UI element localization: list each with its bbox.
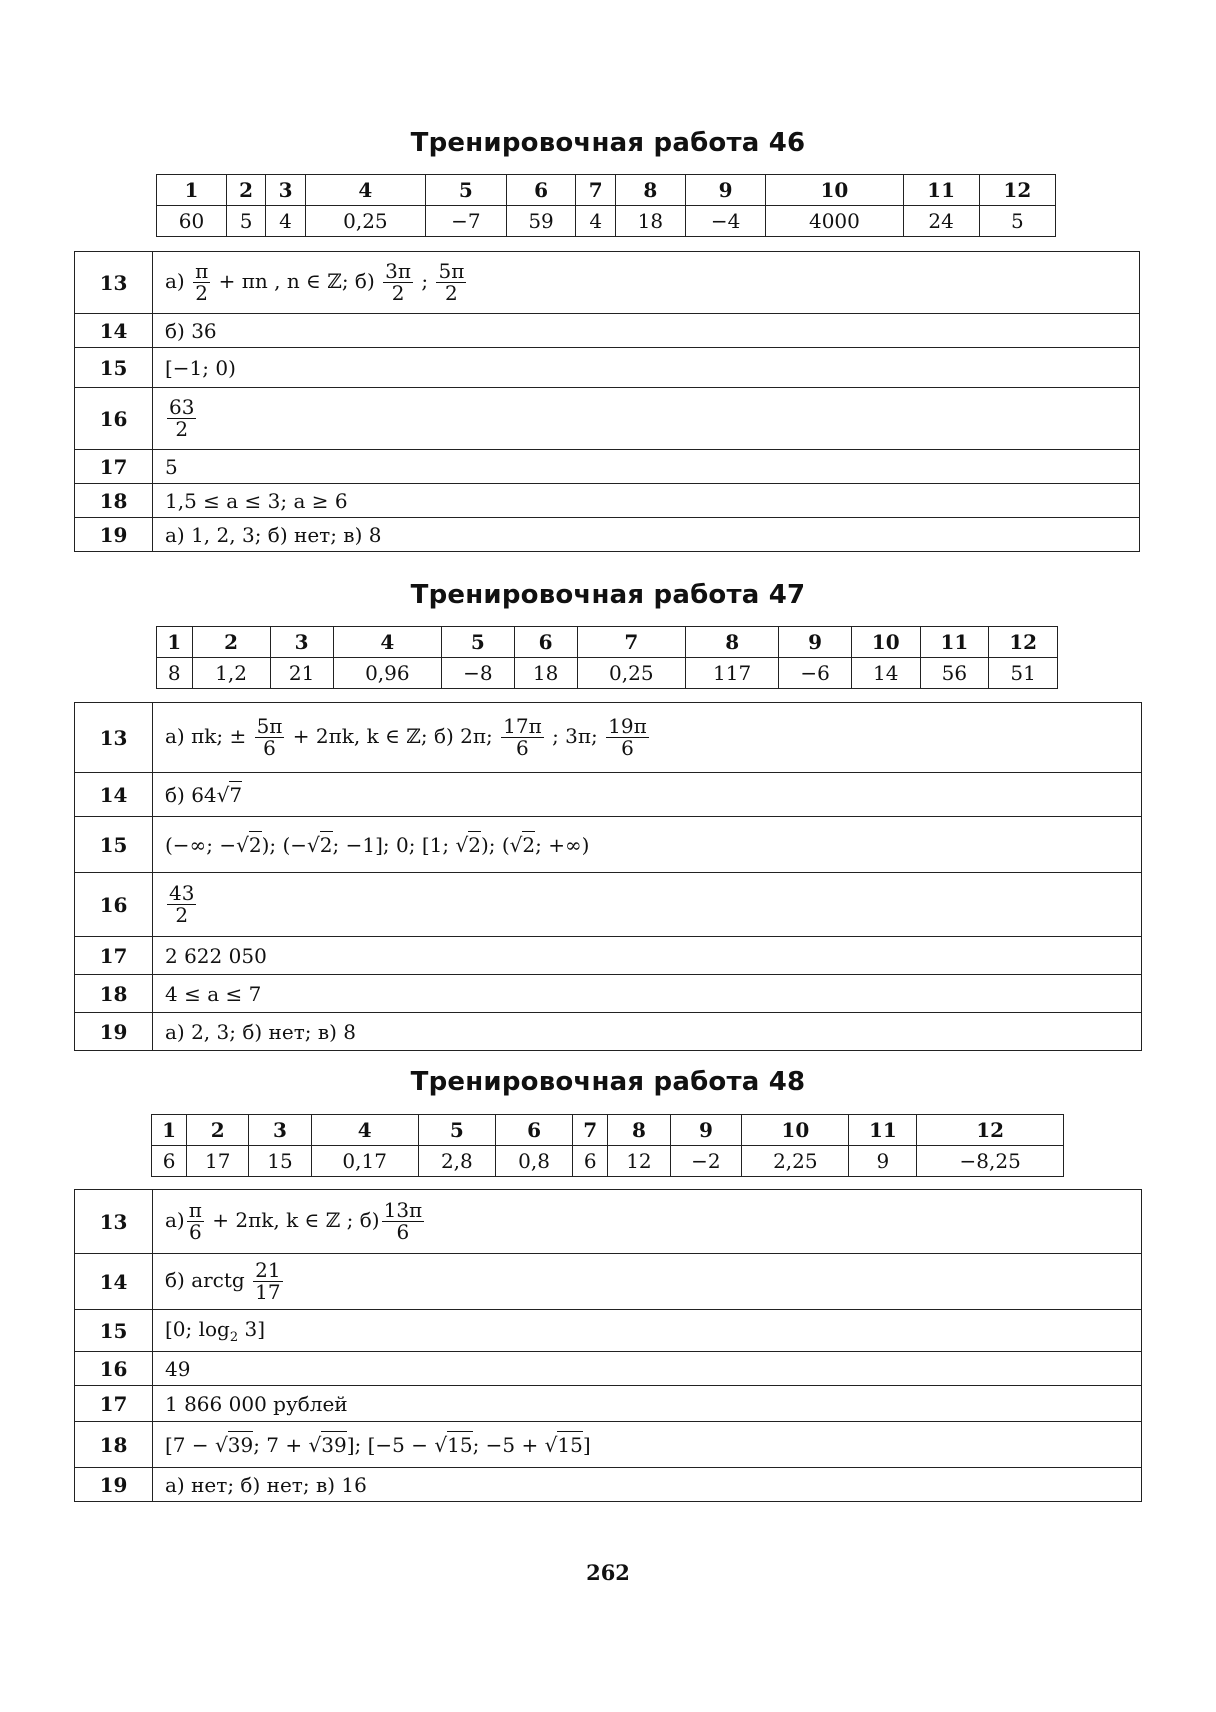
answer-cell: а) 2, 3; б) нет; в) 8	[153, 1013, 1142, 1051]
numerator: π	[188, 1198, 202, 1222]
work-title: Тренировочная работа 48	[410, 1067, 806, 1097]
denominator: 17	[255, 1280, 281, 1304]
task-number: 10	[851, 627, 920, 658]
answer-cell: 4 ≤ a ≤ 7	[153, 975, 1142, 1013]
answer-cell: 0,96	[333, 658, 441, 689]
text: 3]	[238, 1316, 266, 1341]
short-answers-table	[156, 626, 1058, 689]
answer-cell: 2,25	[742, 1146, 849, 1177]
answer-cell	[153, 1254, 1142, 1310]
short-answers-table	[151, 1114, 1064, 1177]
task-number: 15	[75, 1310, 153, 1352]
task-number: 12	[917, 1115, 1064, 1146]
text: );	[480, 832, 496, 857]
work-title: Тренировочная работа 47	[410, 580, 806, 610]
numerator: 3π	[385, 259, 411, 283]
answer-cell: 59	[506, 206, 576, 237]
long-answers-table	[74, 1189, 1142, 1502]
task-number: 8	[615, 175, 685, 206]
answer-cell: −6	[779, 658, 852, 689]
text: ]	[582, 1432, 591, 1457]
text: б) 64	[165, 782, 217, 807]
answer-cell: 1,5 ≤ a ≤ 3; a ≥ 6	[153, 484, 1140, 518]
answer-cell: 18	[615, 206, 685, 237]
task-number: 8	[608, 1115, 670, 1146]
fraction	[383, 261, 413, 304]
task-number: 11	[920, 627, 989, 658]
task-number: 1	[157, 175, 227, 206]
numerator: 43	[169, 881, 195, 905]
answer-cell: 18	[514, 658, 577, 689]
answer-cell: 6	[573, 1146, 608, 1177]
answer-cell: 17	[187, 1146, 249, 1177]
task-number: 3	[266, 175, 305, 206]
radicand: 15	[557, 1432, 583, 1457]
task-number: 4	[311, 1115, 418, 1146]
task-number: 2	[226, 175, 265, 206]
answer-row-18	[75, 484, 1140, 518]
answer-row-14	[75, 773, 1142, 817]
numerator: 13π	[383, 1198, 423, 1222]
numerator: 19π	[608, 714, 647, 738]
answer-cell: −8	[442, 658, 515, 689]
task-number: 9	[685, 175, 766, 206]
task-number: 8	[686, 627, 779, 658]
task-number: 14	[75, 1254, 153, 1310]
answer-cell: 15	[249, 1146, 311, 1177]
task-number: 1	[157, 627, 193, 658]
task-number: 6	[506, 175, 576, 206]
answer-row	[157, 206, 1056, 237]
task-number: 9	[670, 1115, 742, 1146]
answer-cell: 0,17	[311, 1146, 418, 1177]
text: ; +∞)	[535, 832, 590, 857]
answer-cell	[153, 703, 1142, 773]
task-number: 16	[75, 388, 153, 450]
fraction	[501, 716, 544, 759]
answer-cell	[153, 1310, 1142, 1352]
square-root: √2	[509, 832, 536, 857]
text: а)	[165, 269, 185, 293]
answer-row-19	[75, 518, 1140, 552]
answer-row-14	[75, 1254, 1142, 1310]
answer-row-16	[75, 873, 1142, 937]
fraction	[255, 716, 285, 759]
answer-row-16	[75, 388, 1140, 450]
answer-cell: 9	[849, 1146, 917, 1177]
answer-cell: 2 622 050	[153, 937, 1142, 975]
answer-cell	[153, 388, 1140, 450]
answer-cell: 21	[270, 658, 333, 689]
task-number: 12	[989, 627, 1058, 658]
answer-cell: 12	[608, 1146, 670, 1177]
square-root: √39	[308, 1432, 347, 1457]
task-number: 17	[75, 1386, 153, 1422]
fraction	[187, 1200, 204, 1243]
fraction	[167, 883, 196, 926]
answer-cell: 5	[153, 450, 1140, 484]
text: ; 3π;	[552, 724, 598, 748]
square-root: √2	[455, 832, 481, 857]
long-answers-table	[74, 251, 1140, 552]
denominator: 6	[516, 736, 529, 760]
answer-row-19	[75, 1468, 1142, 1502]
denominator: 2	[175, 417, 189, 441]
answer-row-16	[75, 1352, 1142, 1386]
task-number: 9	[779, 627, 852, 658]
task-number: 19	[75, 1468, 153, 1502]
answer-cell: −2	[670, 1146, 742, 1177]
answer-cell: 1 866 000 рублей	[153, 1386, 1142, 1422]
answer-cell: 4	[266, 206, 305, 237]
answer-row-18	[75, 1422, 1142, 1468]
task-number: 10	[766, 175, 903, 206]
answer-cell: б) 36	[153, 314, 1140, 348]
answer-row-17	[75, 937, 1142, 975]
text: ; −1];	[332, 832, 390, 857]
header-row	[157, 627, 1058, 658]
radicand: 15	[447, 1432, 473, 1457]
square-root: √7	[216, 782, 243, 807]
task-number: 13	[75, 252, 153, 314]
answer-row-15	[75, 348, 1140, 388]
answer-row-15	[75, 817, 1142, 873]
radicand: 39	[227, 1432, 254, 1457]
task-number: 19	[75, 518, 153, 552]
denominator: 6	[621, 736, 634, 760]
answer-cell	[153, 252, 1140, 314]
square-root: √2	[236, 832, 262, 857]
answer-cell: 6	[152, 1146, 187, 1177]
task-number: 17	[75, 937, 153, 975]
answer-cell	[153, 873, 1142, 937]
numerator: 17π	[503, 714, 542, 738]
text: а) πk; ±	[165, 724, 247, 748]
answer-row-14	[75, 314, 1140, 348]
denominator: 2	[195, 281, 209, 305]
answer-cell: −4	[685, 206, 766, 237]
answer-row-19	[75, 1013, 1142, 1051]
task-number: 3	[270, 627, 333, 658]
text: 0;	[396, 832, 416, 857]
task-number: 14	[75, 773, 153, 817]
task-number: 15	[75, 817, 153, 873]
task-number: 10	[742, 1115, 849, 1146]
text: [1;	[421, 832, 456, 857]
denominator: 6	[263, 736, 276, 760]
task-number: 5	[442, 627, 515, 658]
task-number: 4	[333, 627, 441, 658]
task-number: 13	[75, 703, 153, 773]
answer-row	[157, 658, 1058, 689]
answer-cell: 4	[576, 206, 615, 237]
square-root: √15	[434, 1432, 473, 1457]
square-root: √15	[544, 1432, 583, 1457]
task-number: 18	[75, 484, 153, 518]
answer-cell: [−1; 0)	[153, 348, 1140, 388]
answer-row-13	[75, 703, 1142, 773]
header-row	[157, 175, 1056, 206]
task-number: 16	[75, 873, 153, 937]
text: ; −5 +	[472, 1432, 545, 1457]
answer-cell: 5	[226, 206, 265, 237]
text: ]; [−5 −	[346, 1432, 435, 1457]
numerator: π	[195, 259, 209, 283]
task-number: 11	[849, 1115, 917, 1146]
task-number: 2	[192, 627, 270, 658]
text: + 2πk, k ∈ ℤ; б) 2π;	[292, 724, 493, 748]
answer-cell	[153, 817, 1142, 873]
answer-cell: 0,25	[577, 658, 685, 689]
task-number: 4	[305, 175, 425, 206]
task-number: 1	[152, 1115, 187, 1146]
fraction	[606, 716, 649, 759]
text: + 2πk, k ∈ ℤ ; б)	[212, 1208, 380, 1232]
answer-row-13	[75, 1190, 1142, 1254]
task-number: 12	[979, 175, 1055, 206]
answer-cell	[153, 1190, 1142, 1254]
fraction	[167, 397, 196, 440]
text: );	[261, 832, 277, 857]
log-base: 2	[229, 1329, 239, 1345]
answer-cell: 24	[903, 206, 979, 237]
answer-cell: −7	[426, 206, 507, 237]
answer-cell: 2,8	[418, 1146, 495, 1177]
text: а)	[165, 1208, 185, 1232]
radicand: 2	[468, 832, 481, 857]
text: [0; log	[165, 1316, 230, 1341]
denominator: 2	[391, 281, 405, 305]
task-number: 14	[75, 314, 153, 348]
task-number: 6	[514, 627, 577, 658]
numerator: 21	[255, 1258, 281, 1282]
task-number: 18	[75, 975, 153, 1013]
task-number: 13	[75, 1190, 153, 1254]
answer-row-18	[75, 975, 1142, 1013]
square-root: √2	[307, 832, 333, 857]
task-number: 16	[75, 1352, 153, 1386]
answer-cell: 56	[920, 658, 989, 689]
answer-cell: 0,25	[305, 206, 425, 237]
fraction	[382, 1200, 425, 1243]
denominator: 2	[175, 903, 189, 927]
answer-row-15	[75, 1310, 1142, 1352]
answer-cell: а) 1, 2, 3; б) нет; в) 8	[153, 518, 1140, 552]
long-answers-table	[74, 702, 1142, 1051]
text: б) arctg	[165, 1268, 245, 1292]
task-number: 11	[903, 175, 979, 206]
radicand: 2	[319, 832, 333, 857]
answer-cell: 14	[851, 658, 920, 689]
answer-row-17	[75, 1386, 1142, 1422]
answer-cell: 4000	[766, 206, 903, 237]
task-number: 7	[573, 1115, 608, 1146]
answer-row-17	[75, 450, 1140, 484]
answer-cell: −8,25	[917, 1146, 1064, 1177]
answer-row-13	[75, 252, 1140, 314]
radicand: 39	[321, 1432, 347, 1457]
answer-cell: 5	[979, 206, 1055, 237]
text: ;	[421, 269, 429, 293]
text: (−∞; −	[165, 832, 237, 857]
answer-cell: 1,2	[192, 658, 270, 689]
denominator: 6	[188, 1220, 202, 1244]
task-number: 15	[75, 348, 153, 388]
task-number: 18	[75, 1422, 153, 1468]
denominator: 6	[396, 1220, 410, 1244]
answer-cell: 49	[153, 1352, 1142, 1386]
radicand: 2	[522, 832, 536, 857]
task-number: 17	[75, 450, 153, 484]
radicand: 7	[229, 782, 243, 807]
task-number: 7	[576, 175, 615, 206]
text: [7 −	[165, 1432, 215, 1457]
radicand: 2	[248, 832, 262, 857]
task-number: 2	[187, 1115, 249, 1146]
answer-cell: 8	[157, 658, 193, 689]
task-number: 7	[577, 627, 685, 658]
page-number: 262	[586, 1560, 630, 1585]
answer-cell	[153, 1422, 1142, 1468]
answer-row	[152, 1146, 1064, 1177]
numerator: 63	[169, 395, 195, 419]
square-root: √39	[215, 1432, 254, 1457]
fraction	[193, 261, 210, 304]
answer-cell	[153, 773, 1142, 817]
text: + πn , n ∈ ℤ; б)	[218, 269, 375, 293]
answer-cell: а) нет; б) нет; в) 16	[153, 1468, 1142, 1502]
work-title: Тренировочная работа 46	[410, 128, 806, 158]
answer-cell: 117	[686, 658, 779, 689]
task-number: 3	[249, 1115, 311, 1146]
denominator: 2	[445, 281, 458, 305]
header-row	[152, 1115, 1064, 1146]
text: ; 7 +	[253, 1432, 309, 1457]
task-number: 5	[418, 1115, 495, 1146]
fraction	[253, 1260, 282, 1303]
text: (	[501, 832, 510, 857]
fraction	[436, 261, 466, 304]
task-number: 19	[75, 1013, 153, 1051]
task-number: 6	[495, 1115, 572, 1146]
text: (−	[282, 832, 308, 857]
answer-cell: 60	[157, 206, 227, 237]
answer-cell: 0,8	[495, 1146, 572, 1177]
numerator: 5π	[256, 714, 283, 738]
task-number: 5	[426, 175, 507, 206]
short-answers-table	[156, 174, 1056, 237]
answer-cell: 51	[989, 658, 1058, 689]
numerator: 5π	[438, 259, 465, 283]
